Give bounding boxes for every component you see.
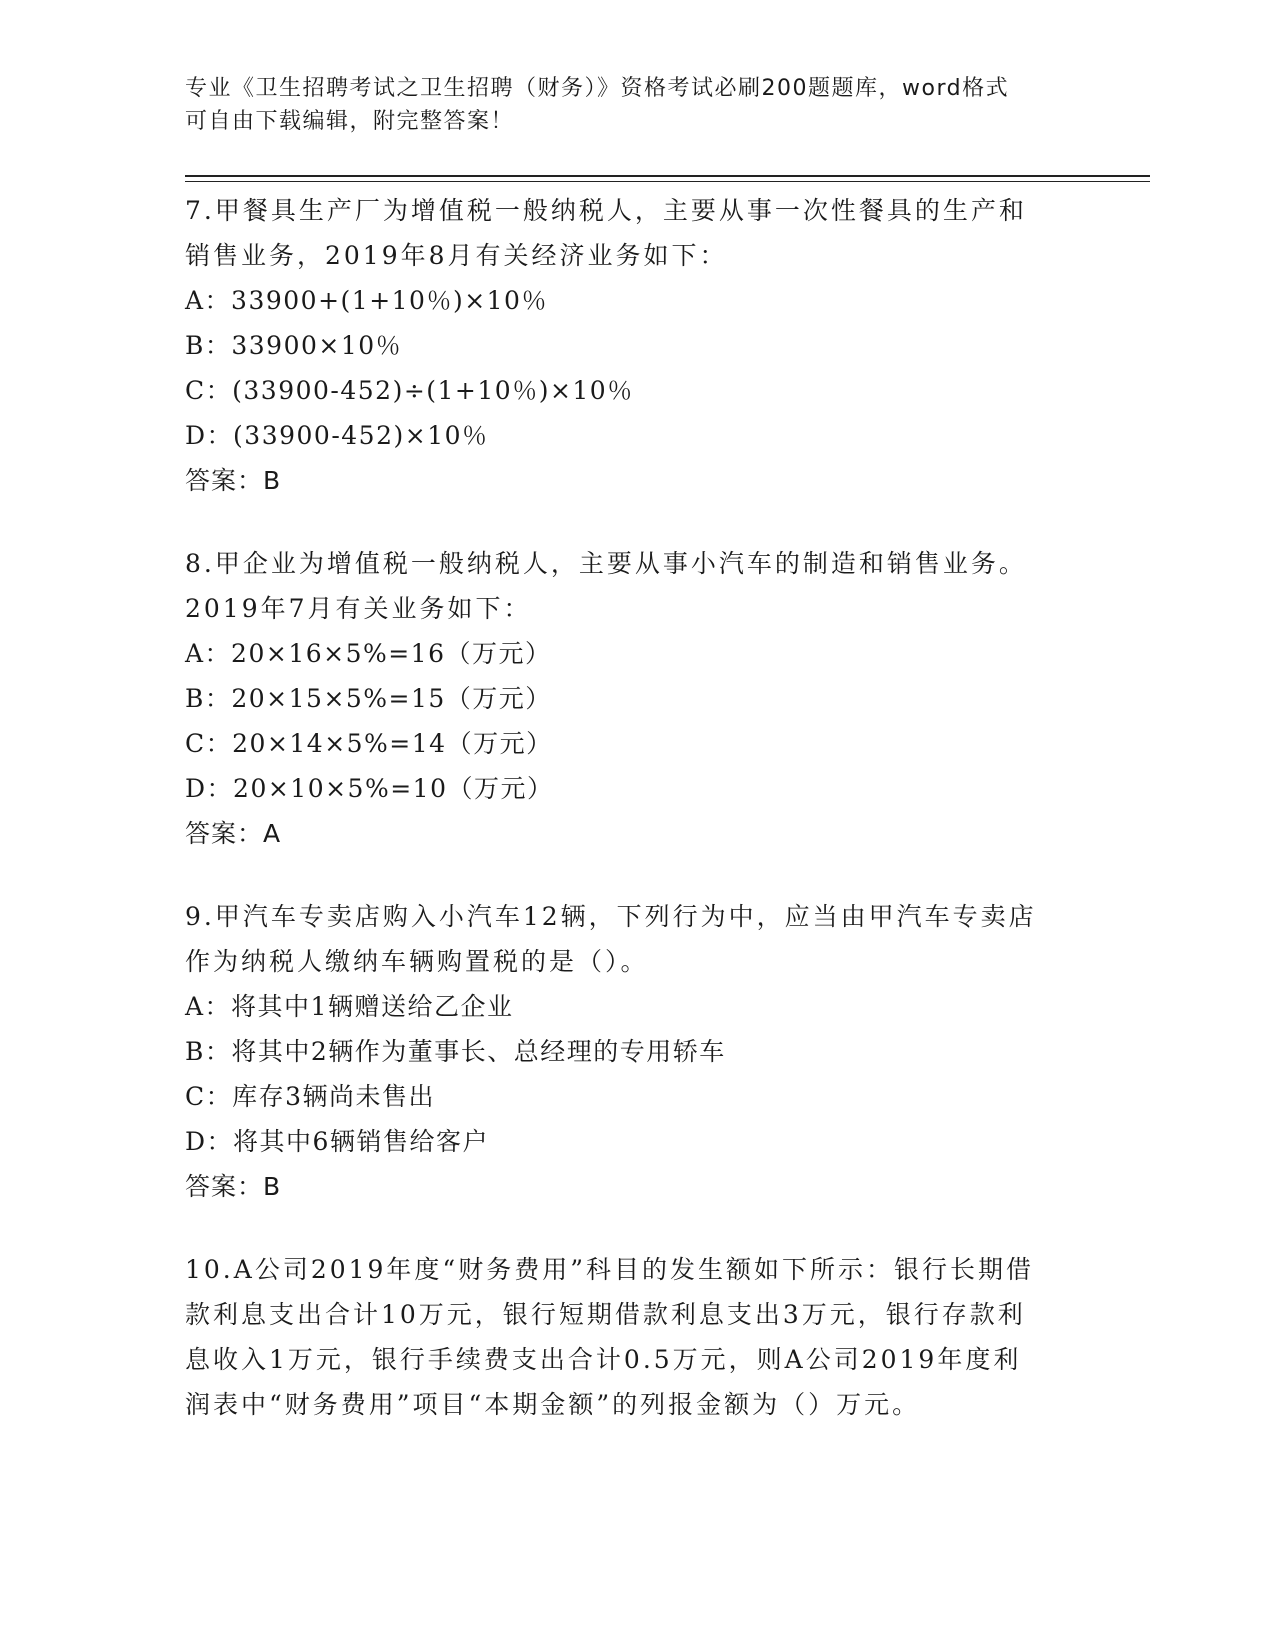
question-8 [185, 541, 1085, 856]
question-stem-line: 销售业务，2019年8月有关经济业务如下： [185, 241, 728, 270]
question-stem-line: 款利息支出合计10万元，银行短期借款利息支出3万元，银行存款利 [185, 1300, 1026, 1329]
question-stem-line: 10.A公司2019年度“财务费用”科目的发生额如下所示：银行长期借 [185, 1255, 1034, 1284]
option-b: B：将其中2辆作为董事长、总经理的专用轿车 [185, 1037, 726, 1066]
answer-label: 答案：B [185, 466, 282, 495]
answer-label: 答案：A [185, 819, 282, 848]
answer-label: 答案：B [185, 1172, 282, 1201]
question-stem-line: 7.甲餐具生产厂为增值税一般纳税人，主要从事一次性餐具的生产和 [185, 196, 1027, 225]
option-d: D：将其中6辆销售给客户 [185, 1127, 489, 1156]
question-stem-line: 8.甲企业为增值税一般纳税人，主要从事小汽车的制造和销售业务。 [185, 549, 1027, 578]
option-b: B：20×15×5%=15（万元） [185, 684, 552, 713]
question-stem-line: 息收入1万元，银行手续费支出合计0.5万元，则A公司2019年度利 [185, 1345, 1022, 1374]
option-a: A：20×16×5%=16（万元） [185, 639, 552, 668]
option-d: D：20×10×5%=10（万元） [185, 774, 554, 803]
header-line-2: 可自由下载编辑，附完整答案！ [185, 109, 515, 134]
question-9 [185, 894, 1085, 1209]
question-stem-line: 9.甲汽车专卖店购入小汽车12辆，下列行为中，应当由甲汽车专卖店 [185, 902, 1037, 931]
header-divider-thick [185, 175, 1150, 177]
option-c: C：(33900-452)÷(1+10％)×10％ [185, 376, 634, 405]
option-b: B：33900×10％ [185, 331, 403, 360]
header-divider-thin [185, 181, 1150, 182]
question-stem-line: 润表中“财务费用”项目“本期金额”的列报金额为（）万元。 [185, 1390, 921, 1419]
option-d: D：(33900-452)×10％ [185, 421, 489, 450]
option-a: A：将其中1辆赠送给乙企业 [185, 992, 514, 1021]
option-a: A：33900+(1+10％)×10％ [185, 286, 548, 315]
question-10 [185, 1247, 1085, 1427]
question-list [185, 188, 1085, 1465]
document-header [185, 72, 1085, 138]
header-line-1: 专业《卫生招聘考试之卫生招聘（财务）》资格考试必刷200题题库，word格式 [185, 76, 1010, 101]
option-c: C：库存3辆尚未售出 [185, 1082, 436, 1111]
question-stem-line: 2019年7月有关业务如下： [185, 594, 532, 623]
question-stem-line: 作为纳税人缴纳车辆购置税的是（）。 [185, 947, 649, 976]
option-c: C：20×14×5%=14（万元） [185, 729, 553, 758]
question-7 [185, 188, 1085, 503]
